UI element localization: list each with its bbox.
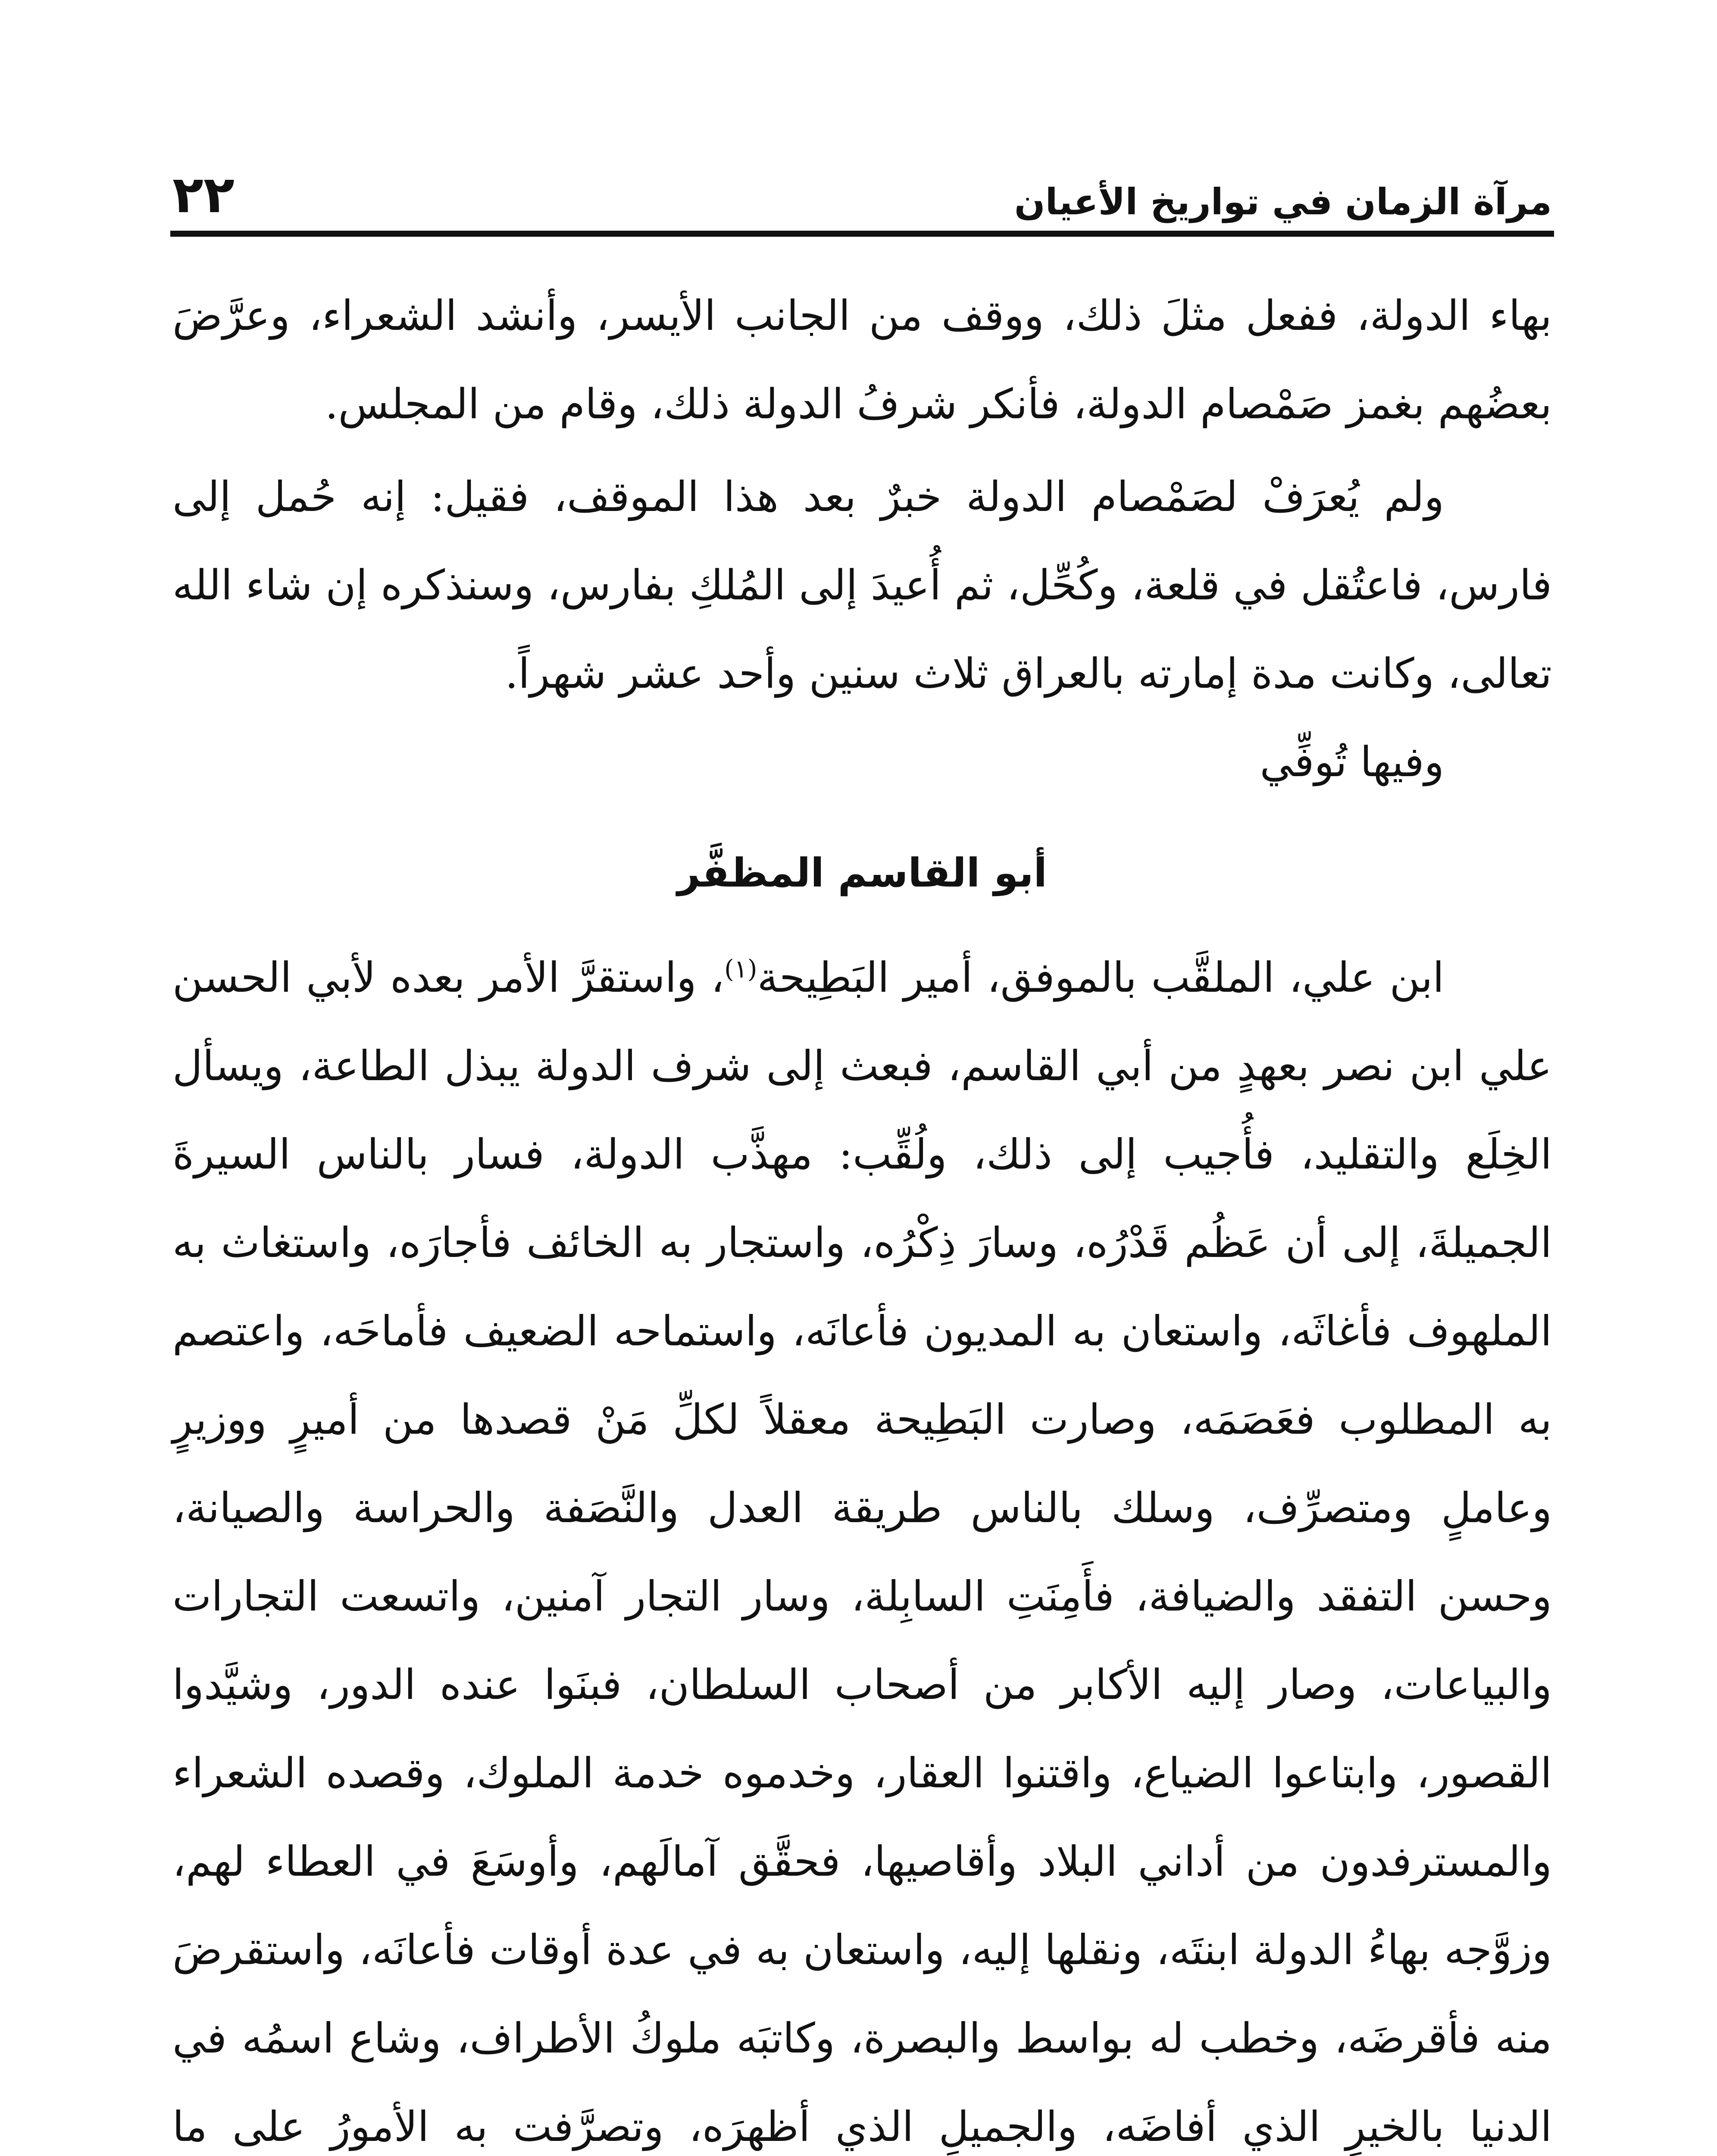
main-text bbox=[172, 272, 1552, 2156]
paragraph-4 bbox=[172, 934, 1552, 2156]
page-header bbox=[172, 155, 1552, 224]
paragraph-3: وفيها تُوفِّي bbox=[1260, 738, 1444, 786]
paragraph-4-start: ابن علي، الملقَّب بالموفق، أمير البَطِيحة bbox=[757, 953, 1444, 1002]
page-number: ٢٢ bbox=[172, 165, 235, 224]
running-title: مرآة الزمان في تواريخ الأعيان bbox=[1014, 181, 1552, 223]
header-rule bbox=[170, 231, 1554, 237]
paragraph-1: بهاء الدولة، ففعل مثلَ ذلك، ووقف من الجانب الأيسر، وأنشد الشعراء، وعرَّضَ بعضُهم بغمز صَمْصام الدولة، فأنكر شرفُ الدولة ذلك، وقام من المجلس. bbox=[172, 291, 1552, 428]
paragraph-4-rest: ، واستقرَّ الأمر بعده لأبي الحسن علي ابن نصر بعهدٍ من أبي القاسم، فبعث إلى شرف الدولة يبذل الطاعة، ويسأل الخِلَع والتقليد، فأُجيب إلى ذلك، ولُقِّب: مهذَّب الدولة، فسار بالناس السيرةَ الجميلةَ، إلى أن عَظُم قَدْرُه، وسارَ ذِكْرُه، واستجار به الخائف فأجارَه، واستغاث به الملهوف فأغاثَه، واستعان به المديون فأعانَه، واستماحه الضعيف فأماحَه، واعتصم به المطلوب فعَصَمَه، وصارت البَطِيحة معقلاً لكلِّ مَنْ قصدها من أميرٍ ووزيرٍ وعاملٍ ومتصرِّف، وسلك بالناس طريقة العدل والنَّصَفة والحراسة والصيانة، وحسن التفقد والضيافة، فأَمِنَتِ السابِلة، وسار التجار آمنين، واتسعت التجارات والبياعات، وصار إليه الأكابر من أصحاب السلطان، فبنَوا عنده الدور، وشيَّدوا القصور، وابتاعوا الضياع، واقتنوا العقار، وخدموه خدمة الملوك، وقصده الشعراء والمسترفدون من أداني البلاد وأقاصيها، فحقَّق آمالَهم، وأوسَعَ في العطاء لهم، وزوَّجه بهاءُ الدولة ابنتَه، ونقلها إليه، واستعان به في عدة أوقات فأعانَه، واستقرضَ منه فأقرضَه، وخطب له بواسط والبصرة، وكاتبَه ملوكُ الأطراف، وشاع اسمُه في الدنيا بالخيرِ الذي أفاضَه، والجميلِ الذي أظهرَه، وتصرَّفت به الأمورُ على ما bbox=[172, 953, 1552, 2151]
paragraph-2: ولم يُعرَفْ لصَمْصام الدولة خبرٌ بعد هذا الموقف، فقيل: إنه حُمل إلى فارس، فاعتُقل في قلعة، وكُحِّل، ثم أُعيدَ إلى المُلكِ بفارس، وسنذكره إن شاء الله تعالى، وكانت مدة إمارته بالعراق ثلاث سنين وأحد عشر شهراً. bbox=[172, 473, 1552, 698]
section-heading: أبو القاسم المظفَّر bbox=[677, 850, 1048, 896]
footnote-reference: (١) bbox=[724, 954, 757, 984]
